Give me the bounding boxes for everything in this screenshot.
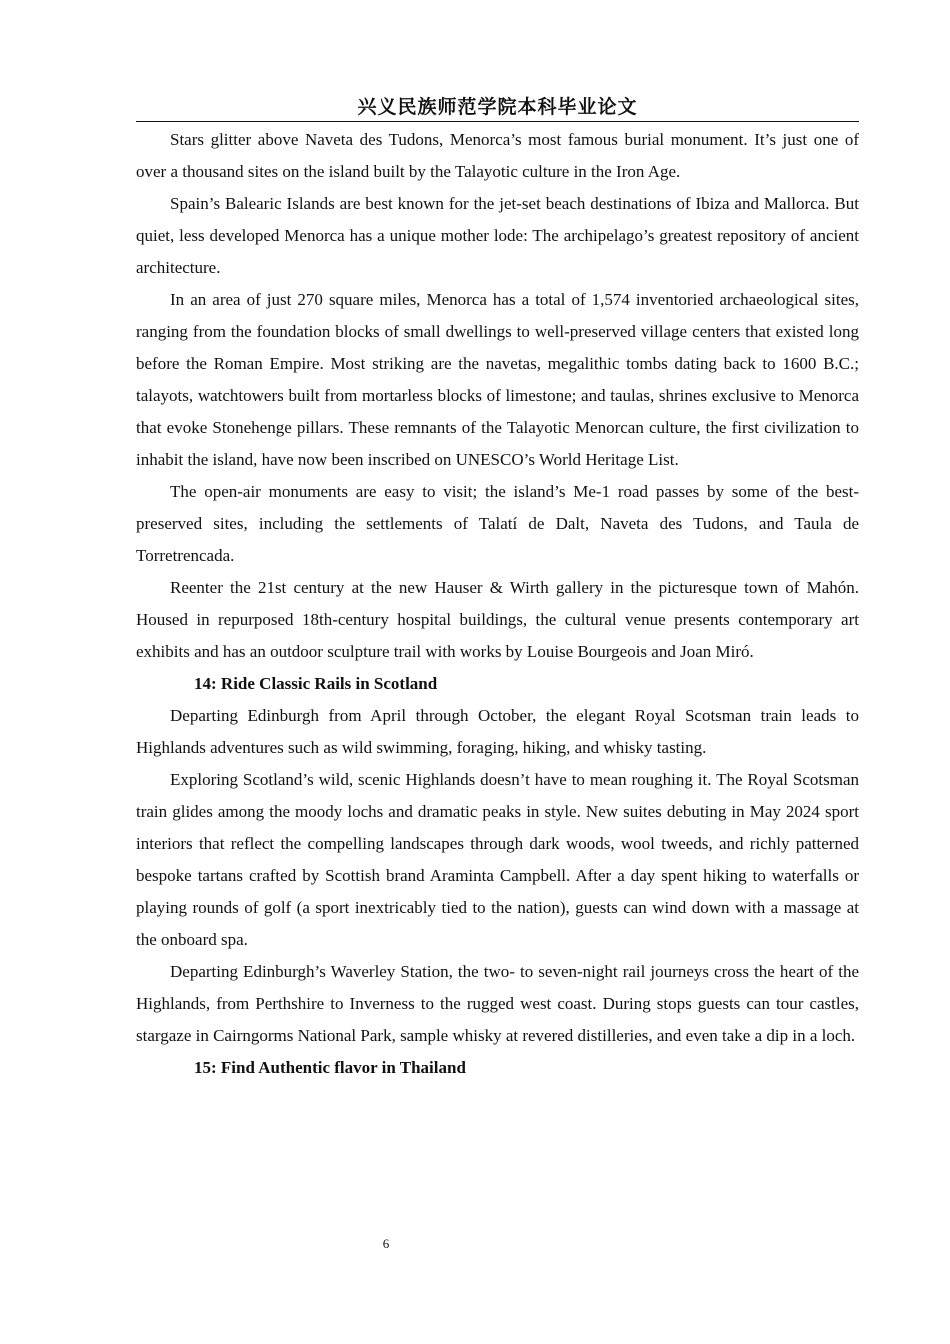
paragraph-naveta: Stars glitter above Naveta des Tudons, Menorca’s most famous burial monument. It’s just one of over a thousand sites on the island built by the Talayotic culture in the Iron Age. <box>136 130 859 181</box>
running-header: 兴义民族师范学院本科毕业论文 <box>357 96 638 118</box>
paragraph-royal-scotsman: Departing Edinburgh from April through October, the elegant Royal Scotsman train leads to Highlands adventures such as wild swimming, foraging, hiking, and whisky tasting. <box>136 706 859 757</box>
paragraph-waverley: Departing Edinburgh’s Waverley Station, the two- to seven-night rail journeys cross the heart of the Highlands, from Perthshire to Inverness to the rugged west coast. During stops guests can tour castles, stargaze in Cairngorms National Park, sample whisky at revered distilleries, and even take a dip in a loch. <box>136 962 859 1045</box>
paragraph-highlands: Exploring Scotland’s wild, scenic Highlands doesn’t have to mean roughing it. The Royal Scotsman train glides among the moody lochs and dramatic peaks in style. New suites debuting in May 2024 sport interiors that reflect the compelling landscapes through dark woods, wool tweeds, and richly patterned bespoke tartans crafted by Scottish brand Araminta Campbell. After a day spent hiking to waterfalls or playing rounds of golf (a sport inextricably tied to the nation), guests can wind down with a massage at the onboard spa. <box>136 770 859 949</box>
paragraph-hauser-wirth: Reenter the 21st century at the new Hauser & Wirth gallery in the picturesque town of Mahón. Housed in repurposed 18th-century hospital buildings, the cultural venue presents contemporary art exhibits and has an outdoor sculpture trail with works by Louise Bourgeois and Joan Miró. <box>136 578 859 661</box>
paragraph-balearic: Spain’s Balearic Islands are best known for the jet-set beach destinations of Ibiza and Mallorca. But quiet, less developed Menorca has a unique mother lode: The archipelago’s greatest repository of ancient architecture. <box>136 194 859 277</box>
section-heading-14: 14: Ride Classic Rails in Scotland <box>194 674 438 693</box>
header-rule <box>136 121 859 122</box>
document-body <box>136 124 859 1084</box>
paragraph-archaeological-sites: In an area of just 270 square miles, Menorca has a total of 1,574 inventoried archaeological sites, ranging from the foundation blocks of small dwellings to well-preserved village centers that existed long before the Roman Empire. Most striking are the navetas, megalithic tombs dating back to 1600 B.C.; talayots, watchtowers built from mortarless blocks of limestone; and taulas, shrines exclusive to Menorca that evoke Stonehenge pillars. These remnants of the Talayotic Menorcan culture, the first civilization to inhabit the island, have now been inscribed on UNESCO’s World Heritage List. <box>136 290 859 469</box>
page-number: 6 <box>382 1236 390 1251</box>
section-heading-15: 15: Find Authentic flavor in Thailand <box>194 1058 466 1077</box>
paragraph-open-air-monuments: The open-air monuments are easy to visit; the island’s Me-1 road passes by some of the best-preserved sites, including the settlements of Talatí de Dalt, Naveta des Tudons, and Taula de Torretrencada. <box>136 482 859 565</box>
